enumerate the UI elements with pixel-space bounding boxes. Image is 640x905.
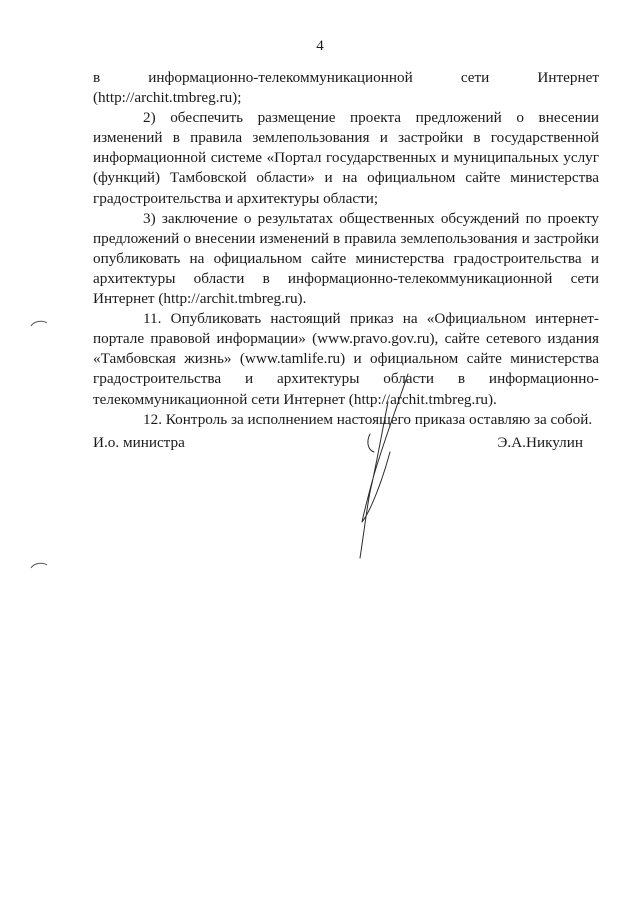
handwritten-signature xyxy=(340,372,420,562)
punch-hole-mark xyxy=(30,560,48,570)
page-number: 4 xyxy=(316,38,324,54)
paragraph-continuation-url: (http://archit.tmbreg.ru); xyxy=(93,89,242,107)
paragraph-item-2: 2) обеспечить размещение проекта предложений о внесении изменений в правила землепользования и застройки в государственной информационной системе «Портал государственных и муниципальных услуг (функций) Тамбовской области» и на официальном сайте министерства градостроительства и архитектуры области; xyxy=(93,109,599,207)
signature-block xyxy=(93,434,583,452)
paragraph-item-12: 12. Контроль за исполнением настоящего приказа оставляю за собой. xyxy=(143,410,593,428)
punch-hole-mark xyxy=(30,318,48,328)
position-title: И.о. министра xyxy=(93,434,185,451)
signer-name: Э.А.Никулин xyxy=(497,434,583,451)
paragraph-continuation: в информационно-телекоммуникационной сети Интернет xyxy=(93,69,599,86)
paragraph-item-11: 11. Опубликовать настоящий приказ на «Официальном интернет-портале правовой информации» (www.pravo.gov.ru), сайте сетевого издания «Тамбовская жизнь» (www.tamlife.ru) и официальном сайте министерства градостроительства и архитектуры области в информационно-телекоммуникационной сети Интернет (http://archit.tmbreg.ru). xyxy=(93,310,599,408)
paragraph-item-3: 3) заключение о результатах общественных обсуждений по проекту предложений о внесении изменений в правила землепользования и застройки опубликовать на официальном сайте министерства градостроительства и архитектуры области в информационно-телекоммуникационной сети Интернет (http://archit.tmbreg.ru). xyxy=(93,209,599,308)
